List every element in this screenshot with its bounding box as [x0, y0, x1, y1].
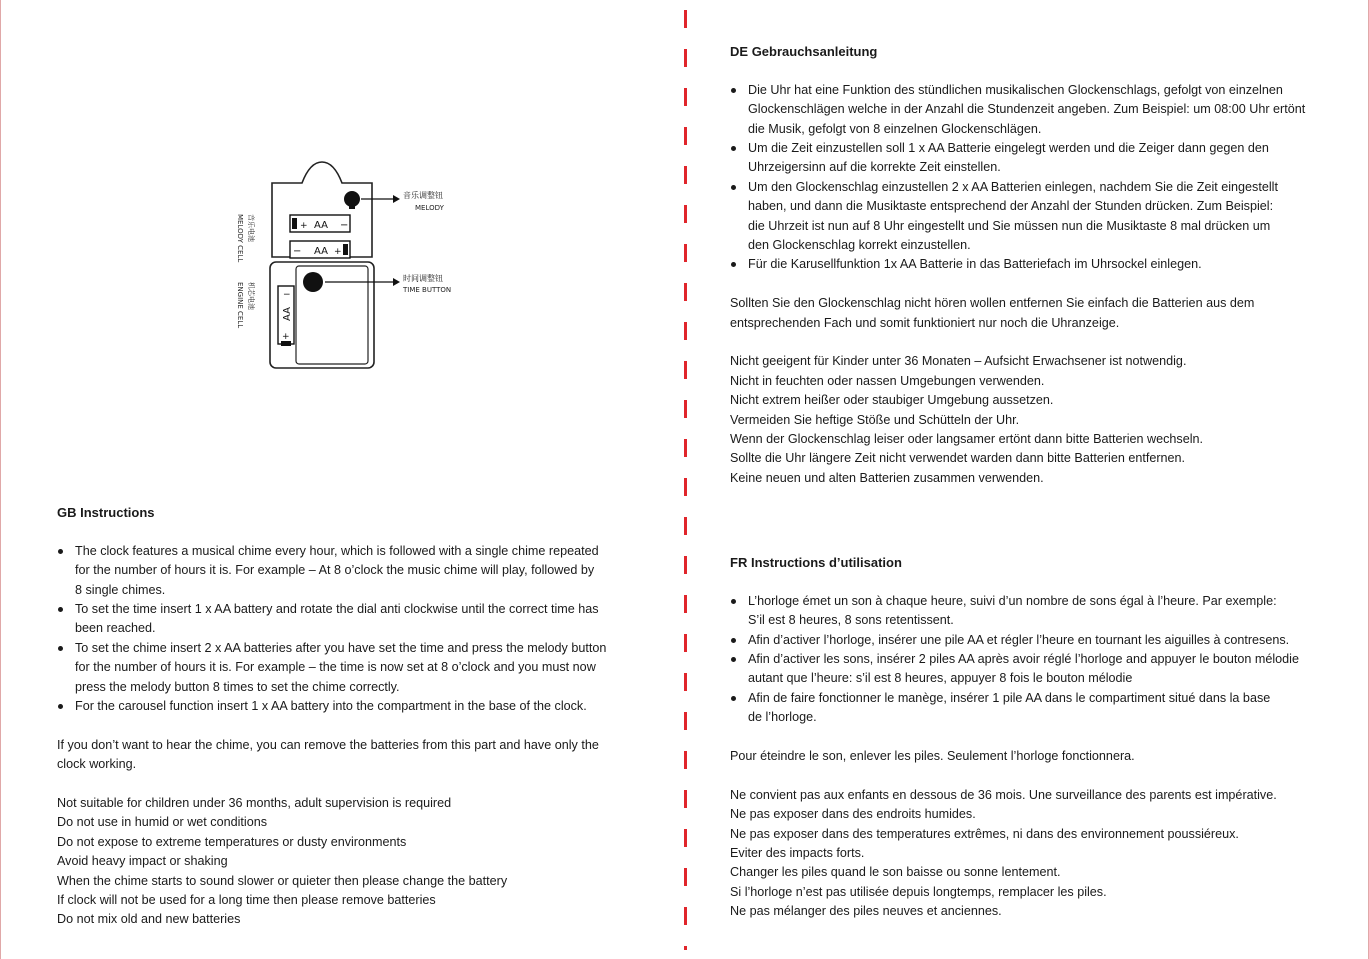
fr-lang-code: FR — [730, 555, 748, 570]
battery-3-label: AA — [282, 307, 293, 321]
fr-warning-6: Si l’horloge n’est pas utilisée depuis longtemps, remplacer les piles. — [730, 884, 1107, 899]
fr-warnings — [730, 786, 1330, 922]
fr-title: Instructions d’utilisation — [750, 555, 902, 570]
gb-bullet-1-line-3: 8 single chimes. — [75, 582, 166, 597]
gb-bullet-list — [57, 542, 637, 717]
melody-label-en: MELODY — [415, 204, 444, 212]
gb-bullet-2-line-1: To set the time insert 1 x AA battery and rotate the dial anti clockwise until the correct time has — [75, 602, 599, 617]
fr-bullet-2-line-1: Afin d’activer l’horloge, insérer une pile AA et régler l’heure en tournant les aiguilles à contresens. — [748, 632, 1290, 647]
battery-1-plus: + — [300, 221, 308, 231]
fr-warning-3: Ne pas exposer dans des temperatures extrêmes, ni dans des environnement poussiéreux. — [730, 826, 1239, 841]
gb-warnings — [57, 794, 637, 930]
gb-bullet-2-line-2: been reached. — [75, 621, 156, 636]
battery-3-minus: − — [283, 290, 291, 300]
fr-warning-1: Ne convient pas aux enfants en dessous de 36 mois. Une surveillance des parents est impérative. — [730, 787, 1277, 802]
time-label-en: TIME BUTTON — [403, 286, 452, 294]
battery-2-cap — [343, 244, 348, 255]
fr-bullet-list — [730, 592, 1330, 728]
time-button-icon — [303, 272, 323, 292]
gb-bullet-3-line-1: To set the chime insert 2 x AA batteries after you have set the time and press the melody button — [75, 640, 607, 655]
gb-warning-3: Do not expose to extreme temperatures or dusty environments — [57, 834, 407, 849]
de-heading — [730, 42, 1330, 61]
de-warning-4: Vermeiden Sie heftige Stöße und Schütteln der Uhr. — [730, 412, 1020, 427]
gb-lang-code: GB — [57, 505, 77, 520]
melody-button-stem — [349, 199, 355, 209]
de-warning-5: Wenn der Glockenschlag leiser oder langsamer ertönt dann bitte Batterien wechseln. — [730, 432, 1203, 447]
de-paragraph-line-1: Sollten Sie den Glockenschlag nicht hören wollen entfernen Sie einfach die Batterien aus dem — [730, 296, 1255, 311]
fr-warning-5: Changer les piles quand le son baisse ou sonne lentement. — [730, 865, 1061, 880]
de-lang-code: DE — [730, 44, 749, 59]
fr-warning-7: Ne pas mélanger des piles neuves et anciennes. — [730, 904, 1002, 919]
de-warnings — [730, 352, 1330, 488]
gb-bullet-3 — [57, 639, 637, 697]
gb-bullet-3-line-2: for the number of hours it is. For example – the time is now set at 8 o’clock and you must now — [75, 660, 596, 675]
de-bullet-4 — [730, 255, 1330, 274]
de-bullet-1 — [730, 81, 1330, 139]
page-edge-left — [0, 0, 1, 959]
gb-instructions-section — [57, 503, 637, 930]
de-warning-7: Keine neuen und alten Batterien zusammen verwenden. — [730, 470, 1044, 485]
battery-1-cap — [292, 218, 297, 229]
fr-paragraph-line-1: Pour éteindre le son, enlever les piles. Seulement l’horloge fonctionnera. — [730, 749, 1135, 764]
battery-2-label: AA — [314, 246, 328, 257]
fr-bullet-4-line-2: de l’horloge. — [748, 710, 817, 725]
de-bullet-1-line-2: Glockenschlägen welche in der Anzahl die Stundenzeit angeben. Zum Beispiel: um 08:00 Uhr ertönt — [748, 102, 1306, 117]
melody-cell-label-en: MELODY CELL — [236, 214, 244, 263]
gb-bullet-4 — [57, 697, 637, 716]
de-bullet-1-line-3: die Musik, gefolgt von 8 einzelnen Glockenschlägen. — [748, 121, 1042, 136]
fr-bullet-3-line-2: autant que l’heure: s’il est 8 heures, appuyer 8 fois le bouton mélodie — [748, 671, 1133, 686]
gb-bullet-4-line-1: For the carousel function insert 1 x AA battery into the compartment in the base of the clock. — [75, 699, 587, 714]
fold-divider — [684, 10, 687, 950]
gb-paragraph-line-2: clock working. — [57, 757, 137, 772]
fr-bullet-1-line-1: L’horloge émet un son à chaque heure, suivi d’un nombre de sons égal à l’heure. Par exemple: — [748, 593, 1277, 608]
de-warning-1: Nicht geeigent für Kinder unter 36 Monaten – Aufsicht Erwachsener ist notwendig. — [730, 354, 1187, 369]
fr-warning-2: Ne pas exposer dans des endroits humides. — [730, 807, 976, 822]
de-bullet-3-line-4: den Glockenschlag korrekt einzustellen. — [748, 238, 971, 253]
fr-bullet-4 — [730, 689, 1330, 728]
fr-instructions-section — [730, 553, 1330, 922]
gb-warning-6: If clock will not be used for a long time then please remove batteries — [57, 893, 436, 908]
engine-cell-label-en: ENGINE CELL — [236, 282, 244, 329]
de-paragraph — [730, 294, 1330, 333]
gb-heading — [57, 503, 637, 522]
de-bullet-3-line-3: die Uhrzeit ist nun auf 8 Uhr eingestellt und Sie müssen nun die Musiktaste 8 mal drücken um — [748, 218, 1271, 233]
de-bullet-2-line-1: Um die Zeit einzustellen soll 1 x AA Batterie eingelegt werden und die Zeiger dann gegen den — [748, 141, 1269, 156]
fr-bullet-3-line-1: Afin d’activer les sons, insérer 2 piles AA après avoir réglé l’horloge and appuyer le bouton mélodie — [748, 652, 1299, 667]
gb-title: Instructions — [80, 505, 155, 520]
gb-bullet-1-line-2: for the number of hours it is. For example – At 8 o’clock the music chime will play, followed by — [75, 563, 595, 578]
de-warning-2: Nicht in feuchten oder nassen Umgebungen verwenden. — [730, 373, 1045, 388]
de-title: Gebrauchsanleitung — [751, 44, 878, 59]
gb-paragraph — [57, 736, 637, 775]
fr-bullet-1 — [730, 592, 1330, 631]
fr-bullet-3 — [730, 650, 1330, 689]
gb-warning-1: Not suitable for children under 36 months, adult supervision is required — [57, 796, 452, 811]
battery-2-minus: − — [293, 246, 302, 257]
time-arrow-head — [393, 278, 400, 286]
de-paragraph-line-2: entsprechenden Fach und somit funktioniert nur noch die Uhranzeige. — [730, 315, 1120, 330]
de-bullet-4-line-1: Für die Karusellfunktion 1x AA Batterie in das Batteriefach im Uhrsockel einlegen. — [748, 257, 1202, 272]
gb-bullet-3-line-3: press the melody button 8 times to set the chime correctly. — [75, 679, 400, 694]
battery-diagram-svg — [230, 158, 470, 373]
de-bullet-1-line-1: Die Uhr hat eine Funktion des stündlichen musikalischen Glockenschlags, gefolgt von einzelnen — [748, 82, 1283, 97]
de-bullet-2 — [730, 139, 1330, 178]
de-bullet-3-line-1: Um den Glockenschlag einzustellen 2 x AA Batterien einlegen, nachdem Sie die Zeit eingestellt — [748, 179, 1278, 194]
battery-2-plus: + — [334, 247, 342, 257]
gb-warning-2: Do not use in humid or wet conditions — [57, 815, 268, 830]
fr-warning-4: Eviter des impacts forts. — [730, 846, 865, 861]
de-bullet-2-line-2: Uhrzeigersinn auf die korrekte Zeit einstellen. — [748, 160, 1001, 175]
fr-heading — [730, 553, 1330, 572]
de-bullet-list — [730, 81, 1330, 275]
de-instructions-section — [730, 42, 1330, 488]
fr-bullet-4-line-1: Afin de faire fonctionner le manège, insérer 1 pile AA dans le compartiment situé dans la base — [748, 690, 1271, 705]
gb-paragraph-line-1: If you don’t want to hear the chime, you can remove the batteries from this part and have only the — [57, 737, 599, 752]
gb-bullet-2 — [57, 600, 637, 639]
fr-paragraph — [730, 747, 1330, 766]
gb-warning-7: Do not mix old and new batteries — [57, 912, 241, 927]
melody-label-cn: 音乐调整钮 — [403, 191, 443, 200]
time-label-cn: 时间调整钮 — [403, 274, 443, 283]
engine-cell-label-cn: 机芯电池 — [247, 282, 255, 310]
battery-compartment-diagram — [230, 158, 470, 373]
gb-bullet-1 — [57, 542, 637, 600]
gb-warning-5: When the chime starts to sound slower or quieter then please change the battery — [57, 873, 508, 888]
gb-warning-4: Avoid heavy impact or shaking — [57, 854, 228, 869]
melody-arrow-head — [393, 195, 400, 203]
de-warning-6: Sollte die Uhr längere Zeit nicht verwendet warden dann bitte Batterien entfernen. — [730, 451, 1186, 466]
fr-bullet-1-line-2: S’il est 8 heures, 8 sons retentissent. — [748, 613, 954, 628]
melody-cell-label-cn: 音乐电池 — [247, 214, 255, 242]
de-warning-3: Nicht extrem heißer oder staubiger Umgebung aussetzen. — [730, 393, 1054, 408]
de-bullet-3 — [730, 178, 1330, 256]
fr-bullet-2 — [730, 631, 1330, 650]
battery-3-plus: + — [282, 332, 290, 342]
de-bullet-3-line-2: haben, und dann die Musiktaste entsprechend der Anzahl der Stunden drücken. Zum Beispiel: — [748, 199, 1274, 214]
battery-1-label: AA — [314, 220, 328, 231]
battery-1-minus: − — [340, 220, 349, 231]
gb-bullet-1-line-1: The clock features a musical chime every hour, which is followed with a single chime repeated — [75, 543, 599, 558]
